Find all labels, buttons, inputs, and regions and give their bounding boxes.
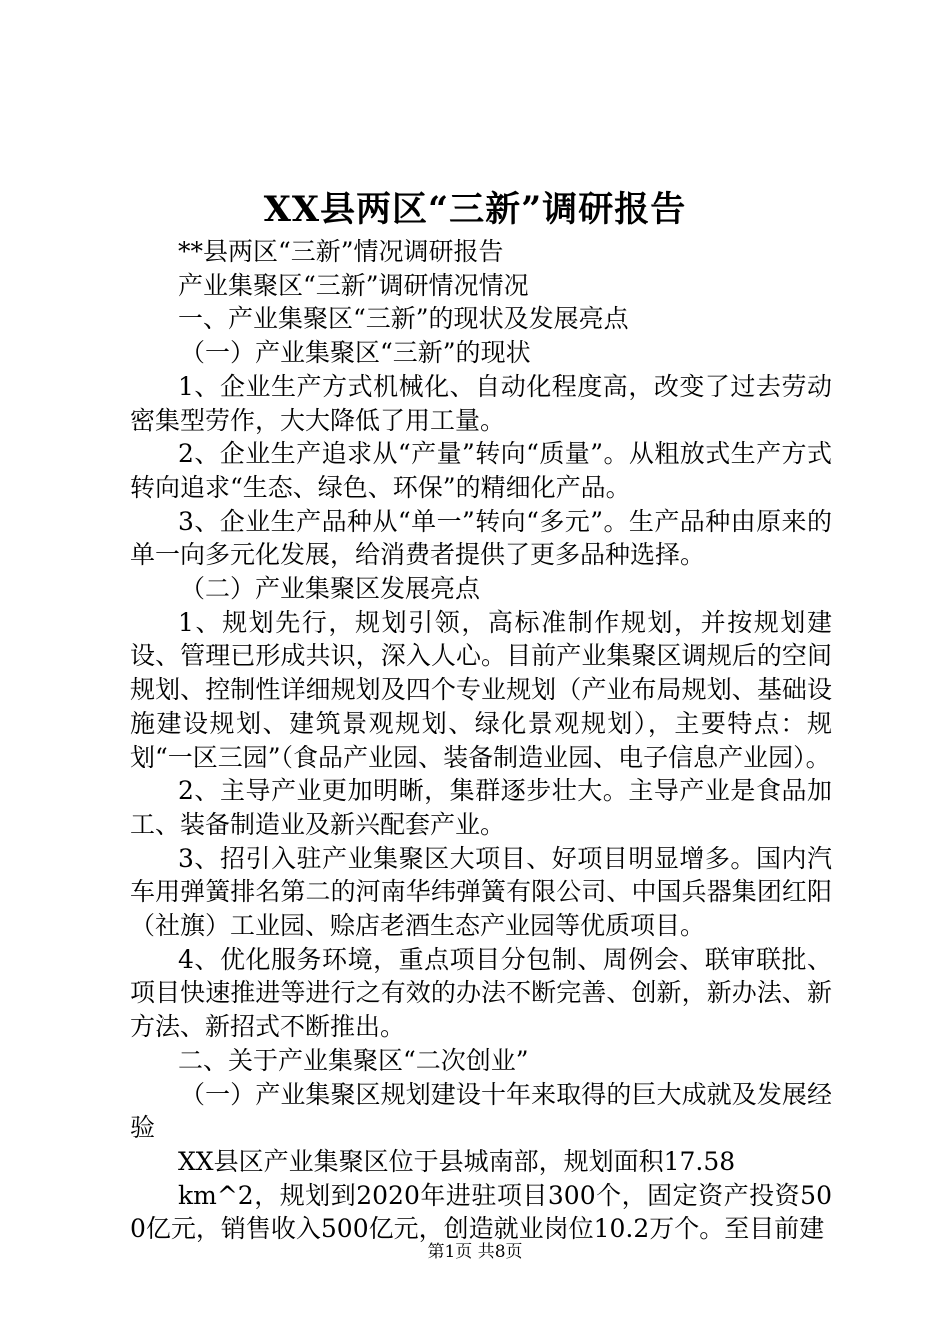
paragraph: 1、规划先行，规划引领，高标准制作规划，并按规划建设、管理已形成共识，深入人心。目前产业集聚区调规后的空间规划、控制性详细规划及四个专业规划（产业布局规划、基础设施建设规划、建筑景观规划、绿化景观规划），主要特点：规划“一区三园”（食品产业园、装备制造业园、电子信息产业园）。 [130, 607, 832, 772]
page-number-footer: 第1页 共8页 [427, 1242, 523, 1262]
document-title: XX县两区“三新”调研报告 [263, 189, 687, 230]
subsection-heading: （一）产业集聚区规划建设十年来取得的巨大成就及发展经验 [130, 1079, 832, 1143]
paragraph: 1、企业生产方式机械化、自动化程度高，改变了过去劳动密集型劳作，大大降低了用工量。 [130, 371, 832, 435]
paragraph: 产业集聚区“三新”调研情况情况 [178, 270, 529, 300]
section-heading: 一、产业集聚区“三新”的现状及发展亮点 [178, 304, 629, 334]
paragraph: 2、企业生产追求从“产量”转向“质量”。从粗放式生产方式转向追求“生态、绿色、环保”的精细化产品。 [130, 439, 832, 502]
paragraph: 3、企业生产品种从“单一”转向“多元”。生产品种由原来的单一向多元化发展，给消费者提供了更多品种选择。 [130, 506, 832, 570]
section-heading: 二、关于产业集聚区“二次创业” [178, 1045, 529, 1075]
paragraph: **县两区“三新”情况调研报告 [178, 237, 504, 266]
paragraph: km^2，规划到2020年进驻项目300个，固定资产投资500亿元，销售收入500亿元，创造就业岗位10.2万个。至目前建 [130, 1180, 832, 1244]
document-body [130, 235, 832, 1246]
subsection-heading: （二）产业集聚区发展亮点 [180, 574, 481, 604]
paragraph: 3、招引入驻产业集聚区大项目、好项目明显增多。国内汽车用弹簧排名第二的河南华纬弹簧有限公司、中国兵器集团红阳（社旗）工业园、赊店老酒生态产业园等优质项目。 [130, 843, 832, 941]
paragraph: 2、主导产业更加明晰，集群逐步壮大。主导产业是食品加工、装备制造业及新兴配套产业。 [130, 776, 832, 839]
paragraph: 4、优化服务环境，重点项目分包制、周例会、联审联批、项目快速推进等进行之有效的办法不断完善、创新，新办法、新方法、新招式不断推出。 [130, 944, 832, 1042]
subsection-heading: （一）产业集聚区“三新”的现状 [180, 338, 531, 368]
paragraph: XX县区产业集聚区位于县城南部，规划面积17.58 [178, 1146, 736, 1176]
